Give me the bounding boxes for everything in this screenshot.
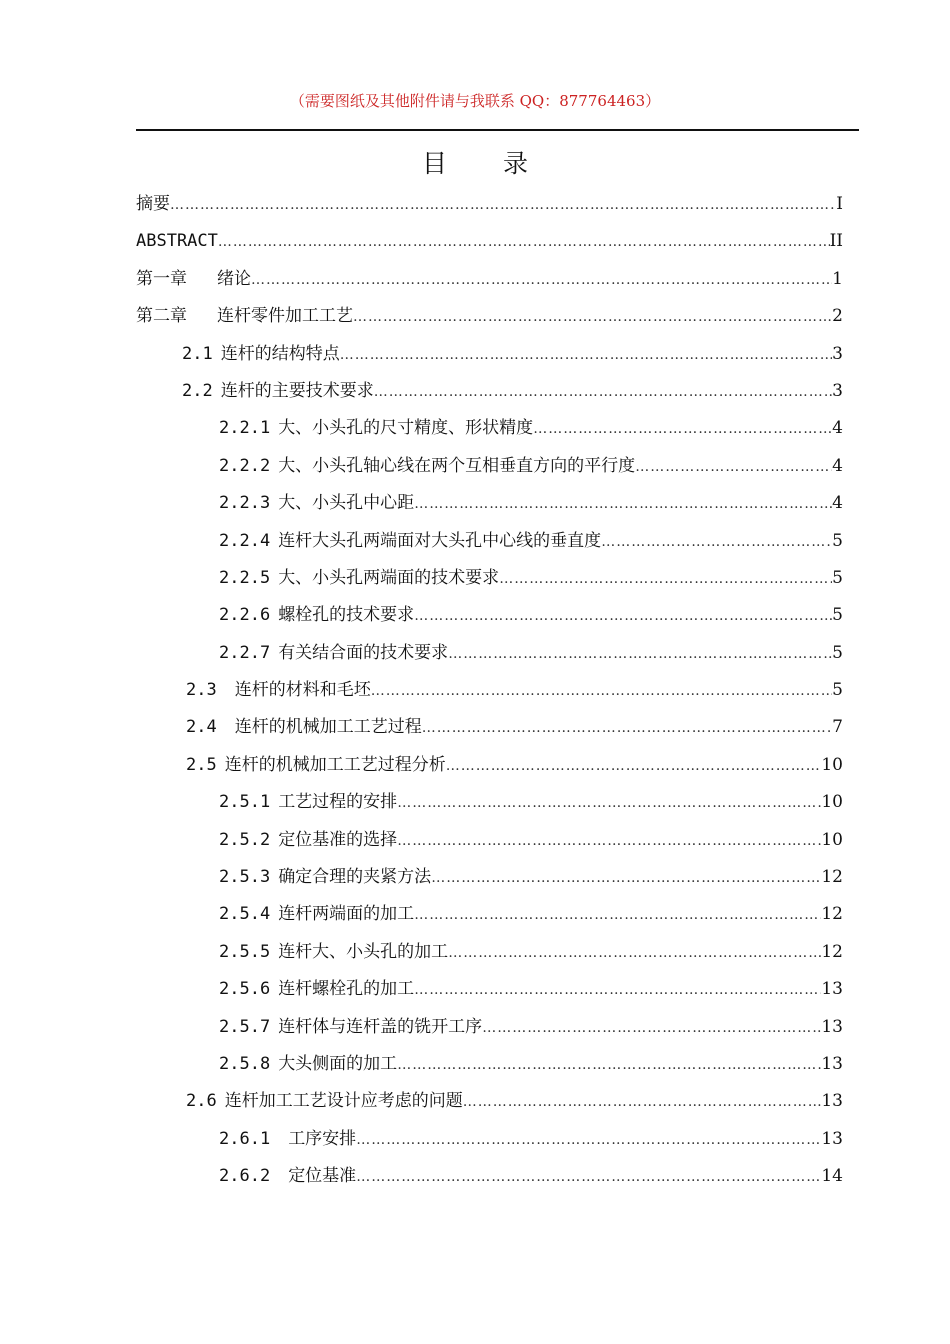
toc-leader-dots xyxy=(371,673,832,710)
toc-leader-dots xyxy=(533,411,832,448)
toc-entry[interactable] xyxy=(136,1158,843,1195)
toc-leader-dots xyxy=(397,823,821,860)
toc-entry-title: 有关结合面的技术要求 xyxy=(278,642,449,663)
toc-entry-page: 5 xyxy=(832,605,843,626)
toc-entry-page: 12 xyxy=(821,941,843,962)
toc-entry-label xyxy=(219,523,601,560)
toc-entry-label xyxy=(219,859,431,896)
toc-entry[interactable] xyxy=(136,934,843,971)
toc-leader-dots xyxy=(170,187,836,224)
toc-entry[interactable] xyxy=(136,410,843,447)
toc-entry-label xyxy=(182,336,340,373)
toc-leader-dots xyxy=(356,1159,821,1196)
toc-entry-label xyxy=(186,672,371,709)
toc-entry-label xyxy=(219,448,635,485)
toc-entry-label xyxy=(219,1158,356,1195)
toc-leader-dots xyxy=(374,374,832,411)
toc-entry-page: 13 xyxy=(821,1016,843,1037)
toc-entry-page: 13 xyxy=(821,979,843,1000)
toc-entry-title: 连杆的机械加工工艺过程分析 xyxy=(224,754,446,775)
toc-entry-title: 连杆螺栓孔的加工 xyxy=(278,979,415,1000)
toc-entry-title: 工艺过程的安排 xyxy=(278,792,398,813)
toc-leader-dots xyxy=(499,561,832,598)
toc-entry-number: 2.6.2 xyxy=(219,1166,271,1187)
toc-entry-page: 5 xyxy=(832,530,843,551)
toc-entry-title: 连杆体与连杆盖的铣开工序 xyxy=(278,1016,483,1037)
toc-entry-title: 连杆的主要技术要求 xyxy=(220,380,374,401)
toc-entry-title: 定位基准的选择 xyxy=(278,829,398,850)
toc-entry-label xyxy=(136,223,218,260)
toc-entry-label xyxy=(219,934,448,971)
toc-entry[interactable] xyxy=(136,672,843,709)
toc-entry-number: 2.2.1 xyxy=(219,418,271,439)
toc-entry[interactable] xyxy=(136,896,843,933)
toc-entry-title: 绪论 xyxy=(217,268,251,289)
toc-leader-dots xyxy=(414,972,821,1009)
toc-entry-label xyxy=(182,373,374,410)
toc-entry-number: 2.2.7 xyxy=(219,642,271,663)
toc-title: 目 录 xyxy=(422,149,552,178)
toc-entry-title: 定位基准 xyxy=(288,1166,357,1187)
toc-entry-number: 2.2.5 xyxy=(219,567,271,588)
toc-entry-label xyxy=(219,597,414,634)
toc-entry-page: 10 xyxy=(821,754,843,775)
toc-entry[interactable] xyxy=(136,971,843,1008)
toc-entry-number: 2.4 xyxy=(186,717,217,738)
toc-entry-number: 2.5.4 xyxy=(219,904,271,925)
toc-entry[interactable] xyxy=(136,859,843,896)
toc-entry-page: 10 xyxy=(821,792,843,813)
toc-entry[interactable] xyxy=(136,186,843,223)
toc-entry-label xyxy=(219,1009,482,1046)
toc-entry-number: 2.5.6 xyxy=(219,979,271,1000)
toc-entry-page: 13 xyxy=(821,1128,843,1149)
toc-leader-dots xyxy=(601,524,832,561)
toc-entry-title: 大头侧面的加工 xyxy=(278,1053,398,1074)
toc-leader-dots xyxy=(356,1122,821,1159)
toc-entry-number: 2.6.1 xyxy=(219,1128,271,1149)
toc-entry-title: 大、小头孔两端面的技术要求 xyxy=(278,567,500,588)
toc-entry-number: 2.5.5 xyxy=(219,941,271,962)
toc-leader-dots xyxy=(463,1084,822,1121)
toc-entry-title: 连杆大、小头孔的加工 xyxy=(278,941,449,962)
toc-entry-title: 连杆的材料和毛坯 xyxy=(234,680,371,701)
toc-leader-dots xyxy=(218,224,830,261)
toc-entry-page: 3 xyxy=(832,343,843,364)
toc-entry[interactable] xyxy=(136,1083,843,1120)
toc-leader-dots xyxy=(446,748,822,785)
toc-entry-page: 5 xyxy=(832,567,843,588)
toc-leader-dots xyxy=(251,262,832,299)
header-divider xyxy=(136,129,859,131)
toc-entry[interactable] xyxy=(136,635,843,672)
toc-entry-page: II xyxy=(829,231,843,252)
toc-entry-number: 第一章 xyxy=(136,268,187,289)
toc-entry-page: I xyxy=(836,194,843,214)
toc-entry-title: 连杆大头孔两端面对大头孔中心线的垂直度 xyxy=(278,530,602,551)
toc-entry-number: 2.5.1 xyxy=(219,792,271,813)
toc-entry-label xyxy=(219,822,397,859)
toc-entry-title: 大、小头孔中心距 xyxy=(278,493,415,514)
toc-entry[interactable] xyxy=(136,336,843,373)
toc-leader-dots xyxy=(397,1047,821,1084)
header-note: （需要图纸及其他附件请与我联系 QQ：877764463） xyxy=(289,92,661,110)
toc-entry[interactable] xyxy=(136,822,843,859)
toc-entry-title: 大、小头孔的尺寸精度、形状精度 xyxy=(278,418,534,439)
toc-entry[interactable] xyxy=(136,223,843,260)
toc-entry[interactable] xyxy=(136,373,843,410)
toc-entry-number: 2.2.4 xyxy=(219,530,271,551)
toc-entry-number: 2.3 xyxy=(186,680,217,701)
toc-leader-dots xyxy=(414,486,832,523)
toc-leader-dots xyxy=(482,1010,821,1047)
toc-entry-label xyxy=(219,560,499,597)
toc-entry[interactable] xyxy=(136,298,843,335)
toc-entry[interactable] xyxy=(136,1046,843,1083)
toc-entry-label xyxy=(219,485,414,522)
toc-leader-dots xyxy=(448,636,832,673)
toc-entry-label xyxy=(186,747,446,784)
toc-entry-label xyxy=(136,298,353,335)
toc-entry-title: 大、小头孔轴心线在两个互相垂直方向的平行度 xyxy=(278,455,636,476)
toc-entry-title: 螺栓孔的技术要求 xyxy=(278,605,415,626)
toc-entry-label xyxy=(219,971,414,1008)
toc-entry-number: 2.5.8 xyxy=(219,1053,271,1074)
toc-entry-page: 2 xyxy=(832,306,843,327)
toc-entry-page: 12 xyxy=(821,904,843,925)
toc-entry-label xyxy=(219,784,397,821)
toc-leader-dots xyxy=(353,299,832,336)
toc-entry-label xyxy=(186,709,422,746)
toc-entry-title: ABSTRACT xyxy=(136,231,218,252)
toc-entry-page: 10 xyxy=(821,829,843,850)
toc-entry-title: 工序安排 xyxy=(288,1128,357,1149)
toc-entry-label xyxy=(136,261,251,298)
toc-entry-number: 2.6 xyxy=(186,1091,217,1112)
toc-entry-page: 13 xyxy=(821,1053,843,1074)
toc-leader-dots xyxy=(431,860,821,897)
toc-entry-number: 2.2.2 xyxy=(219,455,271,476)
toc-entry-label xyxy=(219,635,448,672)
toc-entry-page: 3 xyxy=(832,380,843,401)
toc-entry-page: 5 xyxy=(832,642,843,663)
toc-entry-title: 连杆加工工艺设计应考虑的问题 xyxy=(224,1091,463,1112)
toc-leader-dots xyxy=(414,897,821,934)
toc-entry-label xyxy=(186,1083,463,1120)
toc-entry-number: 2.5.2 xyxy=(219,829,271,850)
toc-entry-title: 摘要 xyxy=(136,194,170,214)
table-of-contents xyxy=(136,186,843,1196)
toc-entry-title: 连杆两端面的加工 xyxy=(278,904,415,925)
toc-leader-dots xyxy=(422,710,832,747)
toc-leader-dots xyxy=(397,785,821,822)
toc-entry-label xyxy=(219,410,533,447)
toc-entry-number: 2.5.3 xyxy=(219,867,271,888)
toc-entry-page: 1 xyxy=(832,268,843,289)
toc-entry-label xyxy=(219,1121,356,1158)
toc-entry-title: 连杆零件加工工艺 xyxy=(217,306,353,327)
toc-entry-page: 4 xyxy=(832,455,843,476)
toc-entry-page: 14 xyxy=(821,1166,843,1187)
toc-entry-page: 7 xyxy=(832,717,843,738)
toc-entry-label xyxy=(136,186,170,223)
toc-entry[interactable] xyxy=(136,784,843,821)
toc-leader-dots xyxy=(414,598,832,635)
toc-entry[interactable] xyxy=(136,485,843,522)
toc-entry-number: 2.2 xyxy=(182,380,213,401)
toc-entry[interactable] xyxy=(136,560,843,597)
toc-entry-number: 2.2.3 xyxy=(219,493,271,514)
toc-entry[interactable] xyxy=(136,1009,843,1046)
toc-entry-title: 连杆的机械加工工艺过程 xyxy=(234,717,422,738)
toc-entry[interactable] xyxy=(136,261,843,298)
toc-entry[interactable] xyxy=(136,597,843,634)
toc-entry-page: 12 xyxy=(821,867,843,888)
toc-entry-number: 2.2.6 xyxy=(219,605,271,626)
toc-entry-label xyxy=(219,1046,397,1083)
toc-leader-dots xyxy=(340,337,832,374)
toc-entry-number: 2.1 xyxy=(182,343,213,364)
toc-entry-page: 13 xyxy=(821,1091,843,1112)
toc-entry[interactable] xyxy=(136,448,843,485)
toc-leader-dots xyxy=(448,935,821,972)
toc-entry-page: 5 xyxy=(832,680,843,701)
toc-entry-label xyxy=(219,896,414,933)
toc-entry-number: 2.5.7 xyxy=(219,1016,271,1037)
toc-leader-dots xyxy=(635,449,832,486)
toc-entry-page: 4 xyxy=(832,418,843,439)
toc-entry-page: 4 xyxy=(832,493,843,514)
toc-entry-number: 2.5 xyxy=(186,754,217,775)
toc-entry[interactable] xyxy=(136,747,843,784)
toc-entry-title: 连杆的结构特点 xyxy=(220,343,340,364)
toc-entry[interactable] xyxy=(136,523,843,560)
toc-entry[interactable] xyxy=(136,1121,843,1158)
toc-entry[interactable] xyxy=(136,709,843,746)
toc-entry-number: 第二章 xyxy=(136,306,187,327)
toc-entry-title: 确定合理的夹紧方法 xyxy=(278,867,432,888)
